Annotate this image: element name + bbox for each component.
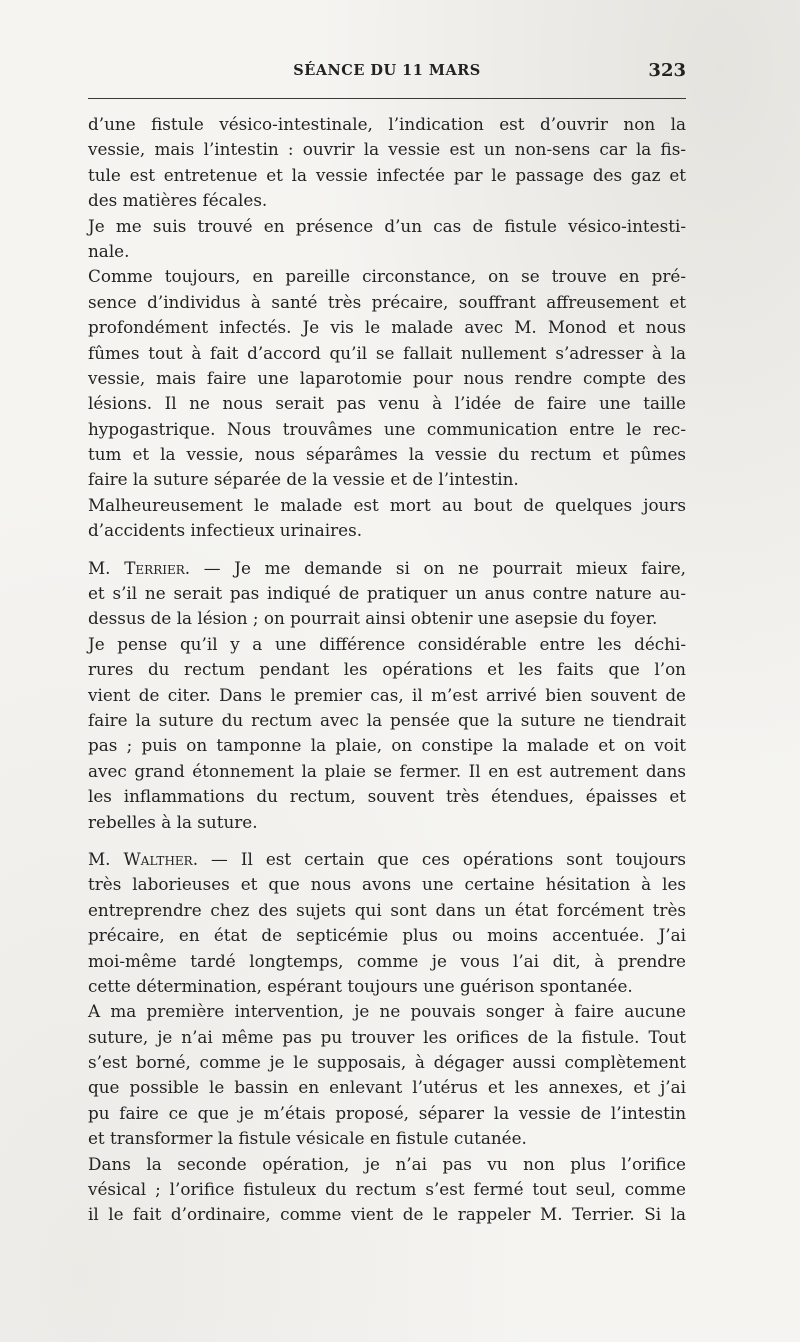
paragraph: [88, 264, 686, 493]
paragraph-gap: [88, 544, 686, 556]
text-line: précaire, en état de septicémie plus ou moins accentuée. J’ai: [88, 925, 686, 946]
text-line: pas ; puis on tamponne la plaie, on constipe la malade et on voit: [88, 735, 686, 756]
speaker-suffix: .: [184, 557, 191, 578]
text-line: profondément infectés. Je vis le malade avec M. Monod et nous: [88, 317, 686, 338]
text-line: très laborieuses et que nous avons une certaine hésitation à les: [88, 874, 686, 895]
text-line: rebelles à la suture.: [88, 811, 258, 832]
text-line: dessus de la lésion ; on pourrait ainsi obtenir une asepsie du foyer.: [88, 608, 658, 629]
speaker-name: Terrier: [124, 557, 185, 578]
paragraph-gap: [88, 835, 686, 847]
text-line: Comme toujours, en pareille circonstance, on se trouve en pré-: [88, 266, 686, 287]
speaker-name: Walther: [123, 848, 193, 869]
paragraph: [88, 214, 686, 265]
text-line: lésions. Il ne nous serait pas venu à l’idée de faire une taille: [88, 393, 686, 414]
running-head: [88, 62, 686, 86]
text-line: des matières fécales.: [88, 190, 268, 211]
text-line: il le fait d’ordinaire, comme vient de le rappeler M. Terrier. Si la: [88, 1204, 686, 1225]
paragraph: [88, 1152, 686, 1228]
text-line: tum et la vessie, nous séparâmes la vessie du rectum et pûmes: [88, 444, 686, 465]
text-run: — Il est certain que ces opérations sont toujours: [198, 848, 686, 869]
text-line: Malheureusement le malade est mort au bout de quelques jours: [88, 494, 686, 515]
text-line: nale.: [88, 240, 130, 261]
text-line: suture, je n’ai même pas pu trouver les orifices de la fistule. Tout: [88, 1026, 686, 1047]
speaker-prefix: M.: [88, 557, 125, 578]
text-line: hypogastrique. Nous trouvâmes une communication entre le rec-: [88, 418, 686, 439]
text-line: rures du rectum pendant les opérations et les faits que l’on: [88, 659, 686, 680]
text-line: Dans la seconde opération, je n’ai pas vu non plus l’orifice: [88, 1153, 686, 1174]
paragraph: [88, 999, 686, 1151]
page-number: 323: [648, 60, 686, 81]
text-line: vésical ; l’orifice fistuleux du rectum s’est fermé tout seul, comme: [88, 1179, 686, 1200]
paragraph: [88, 112, 686, 214]
text-line: d’accidents infectieux urinaires.: [88, 520, 363, 541]
text-line: s’est borné, comme je le supposais, à dégager aussi complètement: [88, 1052, 686, 1073]
text-line: entreprendre chez des sujets qui sont dans un état forcément très: [88, 899, 686, 920]
text-line: les inflammations du rectum, souvent très étendues, épaisses et: [88, 786, 686, 807]
text-line: faire la suture du rectum avec la pensée que la suture ne tiendrait: [88, 709, 686, 730]
text-line: et transformer la fistule vésicale en fistule cutanée.: [88, 1128, 527, 1149]
text-line: pu faire ce que je m’étais proposé, séparer la vessie de l’intestin: [88, 1102, 686, 1123]
text-run: — Je me demande si on ne pourrait mieux faire,: [190, 557, 686, 578]
text-line: faire la suture séparée de la vessie et de l’intestin.: [88, 469, 519, 490]
text-line: tule est entretenue et la vessie infectée par le passage des gaz et: [88, 164, 686, 185]
text-line: vient de citer. Dans le premier cas, il m’est arrivé bien souvent de: [88, 684, 686, 705]
text-line: A ma première intervention, je ne pouvais songer à faire aucune: [88, 1001, 686, 1022]
text-line: Je me suis trouvé en présence d’un cas de fistule vésico-intesti-: [88, 215, 686, 236]
text-line: sence d’individus à santé très précaire, souffrant affreusement et: [88, 291, 686, 312]
running-head-title: SÉANCE DU 11 MARS: [293, 62, 481, 79]
header-rule: [88, 98, 686, 99]
text-line: Je pense qu’il y a une différence considérable entre les déchi-: [88, 633, 686, 654]
text-line: d’une fistule vésico-intestinale, l’indication est d’ouvrir non la: [88, 114, 686, 134]
text-line: vessie, mais l’intestin : ouvrir la vessie est un non-sens car la fis-: [88, 139, 686, 160]
text-line: vessie, mais faire une laparotomie pour nous rendre compte des: [88, 367, 686, 388]
text-line: et s’il ne serait pas indiqué de pratiquer un anus contre nature au-: [88, 583, 686, 604]
body-text: [88, 112, 686, 1228]
speaker-paragraph-terrier: [88, 556, 686, 632]
text-line: fûmes tout à fait d’accord qu’il se fallait nullement s’adresser à la: [88, 342, 686, 363]
text-line: avec grand étonnement la plaie se fermer. Il en est autrement dans: [88, 760, 686, 781]
text-line: [88, 556, 686, 581]
paragraph: [88, 493, 686, 544]
text-line: moi-même tardé longtemps, comme je vous l’ai dit, à prendre: [88, 950, 686, 971]
speaker-paragraph-walther: [88, 847, 686, 999]
text-line: [88, 847, 686, 872]
paragraph: [88, 632, 686, 835]
text-line: que possible le bassin en enlevant l’utérus et les annexes, et j’ai: [88, 1077, 686, 1098]
text-line: cette détermination, espérant toujours une guérison spontanée.: [88, 975, 633, 996]
speaker-prefix: M.: [88, 848, 124, 869]
speaker-suffix: .: [192, 848, 199, 869]
